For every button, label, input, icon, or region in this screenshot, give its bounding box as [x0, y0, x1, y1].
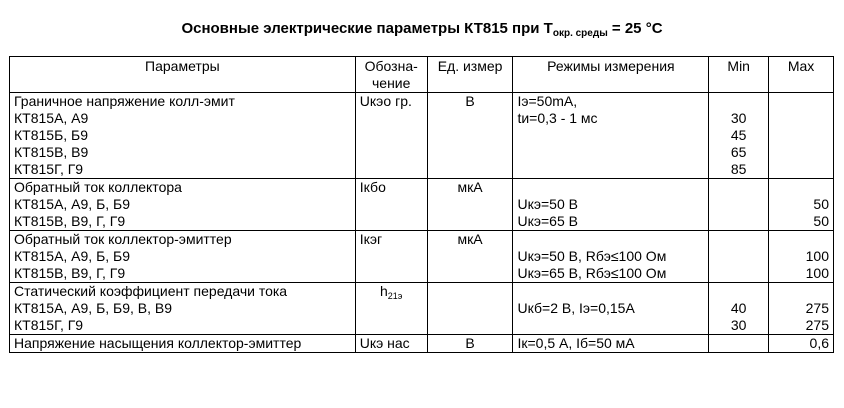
header-designation	[355, 57, 427, 93]
max-value	[773, 231, 829, 248]
mode-cell	[513, 179, 709, 231]
designation-subscript: 21э	[387, 291, 403, 301]
min-value: 45	[730, 127, 747, 143]
unit-cell: мкА	[427, 179, 513, 231]
param-line: КТ815А, А9, Б, Б9	[14, 248, 131, 264]
header-row	[10, 57, 834, 93]
header-min: Min	[709, 57, 769, 93]
unit-cell: В	[427, 335, 513, 353]
max-value: 50	[813, 196, 829, 212]
param-line: Напряжение насыщения коллектор-эмиттер	[14, 335, 302, 351]
mode-line: Iк=0,5 А, Iб=50 мА	[517, 335, 635, 351]
param-line: КТ815А, А9	[14, 110, 89, 126]
unit-cell	[427, 283, 513, 335]
param-line: КТ815В, В9, Г, Г9	[14, 213, 126, 229]
min-cell	[709, 283, 769, 335]
min-cell	[709, 93, 769, 179]
mode-line: Uкэ=65 В	[517, 213, 578, 229]
param-line: КТ815А, А9, Б, Б9	[14, 196, 131, 212]
unit-cell: В	[427, 93, 513, 179]
max-value	[773, 283, 829, 300]
parameters-table	[9, 56, 834, 353]
table-row	[10, 179, 834, 231]
param-line: КТ815В, В9	[14, 144, 89, 160]
param-cell	[10, 231, 356, 283]
mode-line: Uкэ=50 В	[517, 196, 578, 212]
table-row	[10, 335, 834, 353]
min-cell	[709, 179, 769, 231]
unit-cell: мкА	[427, 231, 513, 283]
designation-cell: Iкбо	[355, 179, 427, 231]
param-line: Обратный ток коллектор-эмиттер	[14, 231, 232, 247]
param-cell	[10, 179, 356, 231]
min-value	[713, 93, 764, 110]
designation-cell: Iкэг	[355, 231, 427, 283]
mode-cell	[513, 231, 709, 283]
min-cell	[709, 231, 769, 283]
max-value: 50	[813, 213, 829, 229]
mode-line: tи=0,3 - 1 мс	[517, 110, 598, 126]
title-main: Основные электрические параметры КТ815 при Т	[181, 20, 553, 37]
title-subscript: окр. среды	[552, 28, 608, 39]
mode-cell	[513, 335, 709, 353]
table-title	[0, 20, 844, 39]
param-line: КТ815В, В9, Г, Г9	[14, 265, 126, 281]
designation-symbol: h	[380, 283, 388, 299]
max-cell	[769, 335, 834, 353]
mode-line: Uкэ=50 В, Rбэ≤100 Ом	[517, 248, 667, 264]
param-line: КТ815Б, Б9	[14, 127, 89, 143]
header-designation-line1: Обозна-	[364, 58, 418, 74]
max-cell	[769, 93, 834, 179]
mode-line: Uкэ=65 В, Rбэ≤100 Ом	[517, 265, 667, 281]
table-row	[10, 93, 834, 179]
header-unit: Ед. измер	[427, 57, 513, 93]
param-line: Статический коэффициент передачи тока	[14, 283, 288, 299]
param-line: Обратный ток коллектора	[14, 179, 182, 195]
min-value: 40	[730, 300, 747, 316]
header-designation-line2: чение	[371, 75, 411, 91]
max-value: 100	[805, 248, 829, 264]
mode-cell	[513, 93, 709, 179]
min-value: 30	[730, 110, 747, 126]
designation-cell	[355, 283, 427, 335]
max-value	[773, 179, 829, 196]
header-mode: Режимы измерения	[513, 57, 709, 93]
header-param: Параметры	[10, 57, 356, 93]
param-line: КТ815Г, Г9	[14, 317, 84, 333]
min-value: 65	[730, 144, 747, 160]
param-cell	[10, 283, 356, 335]
min-cell	[709, 335, 769, 353]
table-row	[10, 231, 834, 283]
param-cell	[10, 335, 356, 353]
max-cell	[769, 231, 834, 283]
mode-line	[517, 283, 704, 300]
max-value: 275	[805, 300, 829, 316]
header-max: Max	[769, 57, 834, 93]
max-cell	[769, 283, 834, 335]
mode-line: Uкб=2 В, Iэ=0,15А	[517, 300, 635, 316]
max-value: 275	[805, 317, 829, 333]
table-row	[10, 283, 834, 335]
param-line: Граничное напряжение колл-эмит	[14, 93, 235, 109]
max-value: 100	[805, 265, 829, 281]
mode-line: Iэ=50mА,	[517, 93, 578, 109]
title-tail: = 25 °С	[607, 20, 663, 37]
min-value	[713, 283, 764, 300]
mode-line	[517, 231, 704, 248]
param-cell	[10, 93, 356, 179]
mode-cell	[513, 283, 709, 335]
max-cell	[769, 179, 834, 231]
mode-line	[517, 179, 704, 196]
designation-cell: Uкэ нас	[355, 335, 427, 353]
max-value: 0,6	[809, 335, 829, 351]
designation-cell: Uкэо гр.	[355, 93, 427, 179]
param-line: КТ815Г, Г9	[14, 161, 84, 177]
mode-line	[517, 317, 704, 334]
min-value: 30	[730, 317, 747, 333]
param-line: КТ815А, А9, Б, Б9, В, В9	[14, 300, 173, 316]
min-value: 85	[730, 161, 747, 177]
